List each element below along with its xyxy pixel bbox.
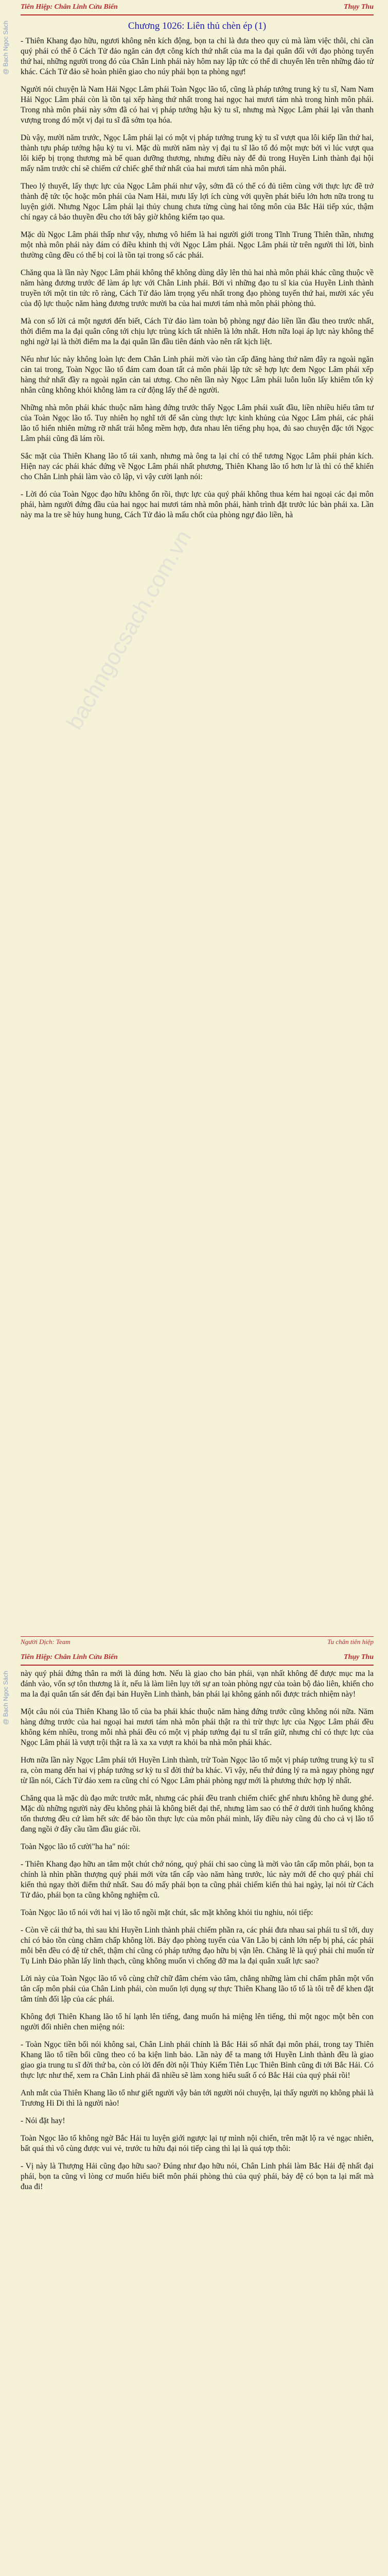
page-content <box>21 20 374 528</box>
page-header <box>21 1652 374 1666</box>
chapter-title: Chương 1026: Liên thủ chèn ép (1) <box>128 21 267 31</box>
header-book-title: Tiên Hiệp: Chân Linh Cửu Biến <box>21 3 118 11</box>
paragraph: Lời này của Toàn Ngọc lão tổ vô cùng chữ chữ đâm chém vào tâm, chẳng những làm chỉ chấm phân một vốn tân cấp môn phái của Chân Linh phái, còn muốn lợi dụng sự thực Thiên Khang lão tổ tố là tôi trễ để khen đặt tâm tính đối lập của các phái. <box>21 1974 374 2004</box>
header-author: Thụy Thu <box>344 3 374 11</box>
paragraph: Người nói chuyện là Nam Hải Ngọc Lâm phái Toàn Ngọc lão tổ, cũng là pháp tướng trung kỳ tu sĩ, Nam Nam Hải Ngọc Lâm phái còn là tồn tại xếp hàng thứ nhất trong hai ngọc hai mươi tám nhà trong hình môn phái. Trong nhà môn phái này sớm đã có hai vị pháp tướng hậu kỳ tu sĩ, nhưng mà Ngọc Lâm phái lại vẫn thanh vượng trong đó một vị đại tu sĩ đã sớm tọa hóa. <box>21 85 374 125</box>
paragraph: Toàn Ngọc lão tổ không ngờ Bắc Hải tu luyện giới ngược lại tự mình nội chiến, trên mặt lộ ra vẻ ngạc nhiên, bất quá thì vô cùng được vui vẻ, trước tu hữu đại nói tiếp càng thì lại là quá tợp thôi: <box>21 2134 374 2153</box>
paragraph: Mà con số lời cả một ngươi đến biết, Cách Tử đảo làm toàn bộ phòng ngự đảo liền lần đầu theo trước nhất, thời điểm ma la đại quân công tới chịu lực trùng kích tất nhiên là lớn nhất. Hơn nữa loại áp lực này không thể nghi ngờ lại là thời điểm ma la đại quân lần đầu tiên đánh vào nên rất kịch liệt. <box>21 317 374 346</box>
sidebar-credit: @ Bạch Ngọc Sách <box>2 21 9 75</box>
paragraph: - Toàn Ngọc tiền bối nói không sai, Chân Linh phái chính là Bắc Hải số nhất đại môn phái, trong tay Thiên Khang lão tổ tiền bối cũng theo có ba kiện linh bảo. Lần này để ta mang tới Huyền Linh thành đều là giao giao gia trung tu sĩ đời thứ ba, còn có lời đến đời nội Thủy Kiếm Tiên Lục Thiên Bình cũng đi tới Bắc Hải. Có thực lực như thế, xem ra Chân Linh phái đã nhiều sẽ làm xong hiểu suất ố có Bắc Hải của quý phái rồi! <box>21 2040 374 2080</box>
paragraph: Nếu như lúc này không loàn lực đem Chân Linh phái mời vào tàn cấp đăng hàng thứ năm đây ra ngoài ngăn cản tai trong, Toàn Ngọc lão tổ đám cam đoan tất cả môn phái lập tức sẽ hợp lực đem Ngọc Lâm phái xếp hàng thứ nhất đầy ra ngoài ngăn cản tai ương. Cho nên lần này Ngọc Lâm phái luôn luôn lấy khiêm tốn kỷ nhân cũng không khỏi không làm ra cử động lấy thế đè người. <box>21 355 374 395</box>
paragraph: - Lời đó của Toàn Ngọc đạo hữu không ổn rồi, thực lực của quý phái không thua kém hai ngoại các đại môn phái, hàm người đứng đầu của hai ngọc hai mươi tám nhà môn phái, hành trình đặt trước lúc bàn phái xa. Lần này ma la tre sẽ hủy hung hung, Cách Tử đảo là mấu chốt của phòng ngự đảo liền, hà <box>21 490 374 519</box>
paragraph: Hơn nữa lần này Ngọc Lâm phái tới Huyền Linh thành, trừ Toàn Ngọc lão tổ một vị pháp tướng trung kỳ tu sĩ ra, còn mang đến hai vị pháp tướng sơ kỳ tu sĩ đời thứ ba khác. Vì vậy, nếu thứ đúng lý ra mà ngay phòng ngự từ lần nói, Cách Tử đảo xem ra cũng chỉ có Ngọc Lâm phái phòng ngự mới là phương thức hợp lý nhất. <box>21 1756 374 1785</box>
header-book-title: Tiên Hiệp: Chân Linh Cửu Biến <box>21 1653 118 1661</box>
page-footer <box>21 1636 374 1648</box>
watermark: bachngocsach.com.vn <box>62 526 197 734</box>
footer-genre: Tu chân tiên hiệp <box>327 1638 374 1646</box>
paragraph: - Thiên Khang đạo hữu, ngươi không nên kích động, bọn ta chỉ là đưa theo quy củ mà làm việc thôi, chi cần quý phái có thể ô Cách Tử đảo ngăn cản đợt công kích thứ nhất của ma la đại quân đối với đạo phòng tuyến thứ hai, những người trong đó của Chân Linh phái này hôm nay lập tức có thể di chuyển lên trên những đảo tử khác. Cách Tử đảo sẽ hoàn phiên giao cho núy phải bọn ta phòng ngự! <box>21 37 374 76</box>
paragraph: - Thiên Khang đạo hữu an tâm một chút chớ nóng, quý phái chi sao cùng là mời vào tân cấp môn phái, bọn ta chính là nhìn phần thượng quý phái mới vừa tấn cấp vào năm hàng trước, lúc này mới để cho quý phái chỉ kiến thủ ngay thời điểm thứ nhất. Sau đó mấy phái bọn ta cũng phải chiếm kiến thủ hai ngày, lại nói từ Cách Tử đảo, phái bọn ta cũng không nghiệm cũ. <box>21 1860 374 1900</box>
paragraph: Không đợi Thiên Khang lão tổ hí lạnh lên tiếng, đang muốn hả miệng lên tiếng, thì một ngọc một bên con người đối nhiên chen miệng nói: <box>21 2012 374 2031</box>
sidebar-credit: @ Bạch Ngọc Sách <box>2 1671 9 1725</box>
page-header <box>21 2 374 15</box>
paragraph: Toàn Ngọc lão tổ cười"ha ha" nói: <box>21 1842 130 1851</box>
paragraph: Anh mắt của Thiên Khang lão tổ như giết người vậy bản tới người nói chuyện, lại thấy người nọ không phải là Trương Hi Di thì là người nào! <box>21 2089 374 2108</box>
paragraph: Chăng qua là lần này Ngọc Lâm phái không thể không dùng dây lên thủ hai nhà môn phái khác cũng thuộc về năm hàng đương trước để làm áp lực với Chân Linh phái. Bởi vì những đạo tu sĩ kia của Huyền Linh thành truyền tới một tin tức rõ ràng, Cách Tử đảo làm trọng yếu nhất trong đạo phòng tuyến thứ hai, mười xác yếu của độ lực thuộc năm hàng đương trước mười ba của hai mươi tám nhà môn phái phòng thủ. <box>21 268 374 308</box>
footer-translator: Người Dịch: Team <box>21 1638 70 1646</box>
paragraph: - Vị này là Thượng Hải cũng đạo hữu sao? Đúng như đạo hữu nói, Chân Linh phái làm Bắc Hải đệ nhất đại phái, bọn ta cũng vì lòng cơ muốn hiểu biết môn phái phòng thủ của quý phái, bảy đệ có bọn ta lại mất mà đua đi! <box>21 2162 374 2191</box>
page-content <box>21 1669 374 2199</box>
paragraph: - Còn về cái thứ ba, thì sau khi Huyền Linh thành phải chiếm phần ra, các phái đưa nhau sai phái tu sĩ tới, duy chỉ có bảo tồn cùng chăm chấp không lời. Bảy đạo phòng tuyến của Văn Lão bị cảnh lớn nếp bị phá, các phái mỗi bên đều có đệ tử chết, thậm chí cũng có pháp tướng đạo hữu bị vận lên. Chăng lẽ là quý phái chỉ muốn từ Tụ Linh Đảo phần lấy linh thạch, cũng không muốn vì chống đỡ ma la đại quân xuất lực sao? <box>21 1926 374 1965</box>
book-page-2 <box>0 1650 388 2576</box>
paragraph: Mặc dù Ngọc Lâm phái thấp như vậy, nhưng vô hiểm là hai người giới trong Tĩnh Trung Thiên thần, nhưng một nhà môn phái này đám có điều khinh thị với Ngọc Lâm phái. Ngọc Lâm phái từ trên người thì lời, bình thường cũng đều có thể bị coi là tồn tại trong số các phái. <box>21 230 374 260</box>
paragraph: này quý phái đứng thân ra mới là đúng hơn. Nếu là giao cho bản phái, vạn nhất không để được mục ma la đánh vào, vốn sợ tôn thương là ít, nếu là làm liên lụy tới sự an toàn phòng ngự của toàn bộ đảo liên, khiến cho ma la đại quân tấn sát đến đại bản Huyền Linh thành, bản phái lại không gánh nổi được trách nhiệm này! <box>21 1669 374 1699</box>
paragraph: Một câu nói của Thiên Khang lão tổ của ba phái khác thuộc năm hàng đứng trước cũng không nói nữa. Năm hàng đứng trước của hai ngoại hai mươi tám nhà môn phái thật ra thì trừ thực lực của Ngọc Lâm phái đều không kém nhiều, trong mỗi nhà phái đều có một vị pháp tướng đại tu sĩ trấn giữ, nhưng chỉ có thực lực của Ngọc Lâm phái là vượt trội thật ra là xa xa vượt ra khỏi ba nhà môn phái khác. <box>21 1707 374 1747</box>
paragraph: - Nói đặt hay! <box>21 2116 65 2125</box>
paragraph: Chăng qua là mặc dù đạo mức trước mắt, nhưng các phái đều tranh chiếm chiếc ghế nhưu không hề dung ghé. Mặc dù những người này đều không phải là không biết đại thể, nhưng làm sao có thể ở dưới tình huống không tổn thương đều cứ làm hết sức để bảo tồn thực lực của môn phái mình, lấy điều này cũng đủ cho cả vị lão tổ đang ngồi ở đây cầu tầm đầu giác rồi. <box>21 1794 374 1834</box>
paragraph: Dù vậy, mười năm trước, Ngọc Lâm phái lại có một vị pháp tướng trung kỳ tu sĩ vượt qua lôi kiếp lần thứ hai, thành tựu pháp tướng hậu kỳ tu vi. Mặc dù mười năm này vị đại tu sĩ lão tổ đó một mực bởi vì lúc vượt qua lôi kiếp bị trọng thương mà bế quan dưỡng thương, nhưng điều này để đủ trong Huyền Linh thành đại hội mấy năm trước chỉ sẽ chiếm cứ chiếc ghế thứ nhất của hai mươi tám nhà môn phái. <box>21 133 374 173</box>
paragraph: Toàn Ngọc lão tổ nói với hai vị lão tổ ngồi mặt chút, sắc mặt không khỏi tiu nghiu, nói tiếp: <box>21 1908 313 1917</box>
paragraph: Sắc mặt của Thiên Khang lão tổ tái xanh, nhưng mà ông ta lại chỉ có thể tương Ngọc Lâm phái phản kích. Hiện nay các phái khác đứng về Ngọc Lâm phái nhất phương, Thiên Khang lão tổ hơn lư là thì có thể khiến cho Chân Linh phái làm vào cõ lập, vì vậy cười lạnh nói: <box>21 452 374 481</box>
header-author: Thụy Thu <box>344 1653 374 1661</box>
paragraph: Những nhà môn phái khác thuộc năm hàng đứng trước thấy Ngọc Lâm phái xuất đầu, liền nhiều hiểu tâm tư của Toàn Ngọc lão tổ. Tuy nhiên họ nghĩ tới để sắn cùng thực lực kinh khủng của Ngọc Lâm phái, các phái lão tổ hiển nhiên mừng rỡ nhất trái hỗng mềm hợp, đưa nhau lên tiếng phụ họa, đủ sao chuyện đặc tới Ngọc Lâm phái cũng đã lám rồi. <box>21 403 374 443</box>
paragraph: Theo lý thuyết, lấy thực lực của Ngọc Lâm phái như vậy, sớm đã có thể có đủ tiêm cùng với thực lực đề trở thành đệ tức tộc hoặc môn phái của Nam Hải, mưu lấy lợi ích cùng với quyền phát biểu lớn hơn nữa trong tu luyện giới. Nhưng Ngọc Lâm phái lại thủy chung chưa từng cùng hai tông môn của Bắc Hải tiếp xúc, thậm chí ngay cả bảo thuyền đều cho tới bây giờ không kiếm tạo qua. <box>21 182 374 222</box>
